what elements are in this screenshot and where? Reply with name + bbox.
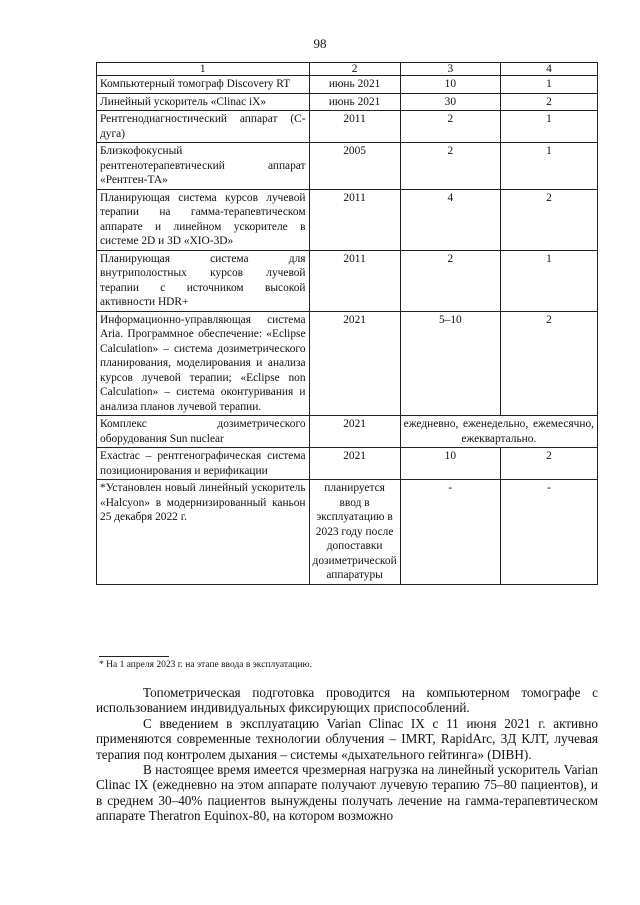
cell-value: 2: [400, 143, 500, 190]
commission-date: планируется ввод в эксплуатацию в 2023 году после допоставки дозиметрической аппаратуры: [309, 480, 400, 585]
body-text: [96, 685, 598, 824]
commission-date: 2011: [309, 250, 400, 311]
equipment-name: Exactrac – рентгенографическая система позиционирования и верификации: [97, 448, 310, 480]
equipment-name: *Установлен новый линейный ускоритель «Halcyon» в модернизированный каньон 25 декабря 2022 г.: [97, 480, 310, 585]
cell-value: 2: [501, 93, 598, 111]
commission-date: июнь 2021: [309, 76, 400, 94]
equipment-table: [96, 62, 598, 585]
cell-value: -: [400, 480, 500, 585]
equipment-name: Компьютерный томограф Discovery RT: [97, 76, 310, 94]
cell-value: 10: [400, 448, 500, 480]
commission-date: 2011: [309, 189, 400, 250]
table-row: [97, 416, 598, 448]
cell-value: 10: [400, 76, 500, 94]
footnote-divider: [99, 656, 169, 657]
paragraph: Топометрическая подготовка проводится на компьютерном томографе с использованием индивидуальных фиксирующих приспособлений.: [96, 685, 598, 716]
column-header: 4: [501, 63, 598, 76]
column-header: 1: [97, 63, 310, 76]
equipment-name: Планирующая система для внутриполостных курсов лучевой терапии с источником высокой активности HDR+: [97, 250, 310, 311]
table-row: [97, 143, 598, 190]
equipment-name: Рентгенодиагностический аппарат (С-дуга): [97, 111, 310, 143]
table-row: [97, 76, 598, 94]
cell-value: 4: [400, 189, 500, 250]
paragraph: В настоящее время имеется чрезмерная нагрузка на линейный ускоритель Varian Clinac IX (ежедневно на этом аппарате получают лучевую терапию 75–80 пациентов), и в среднем 30–40% пациентов вынуждены получать лечение на гамма-терапевтическом аппарате Theratron Equinox-80, на котором возможно: [96, 762, 598, 824]
cell-value: 1: [501, 76, 598, 94]
page-number: 98: [313, 36, 327, 51]
table-row: [97, 448, 598, 480]
commission-date: 2011: [309, 111, 400, 143]
table-row: [97, 311, 598, 416]
cell-value: 2: [501, 189, 598, 250]
cell-value: 2: [400, 250, 500, 311]
equipment-name: Близкофокусный рентгенотерапевтический аппарат «Рентген-ТА»: [97, 143, 310, 190]
cell-value: 2: [501, 311, 598, 416]
cell-value: 1: [501, 111, 598, 143]
footnote: * На 1 апреля 2023 г. на этапе ввода в эксплуатацию.: [99, 660, 312, 670]
column-header: 2: [309, 63, 400, 76]
equipment-name: Планирующая система курсов лучевой терапии на гамма-терапевтическом аппарате и линейном ускорителе в системе 2D и 3D «XIO-3D»: [97, 189, 310, 250]
table-row: [97, 189, 598, 250]
commission-date: 2021: [309, 416, 400, 448]
cell-value: 1: [501, 250, 598, 311]
cell-value: 2: [501, 448, 598, 480]
paragraph: С введением в эксплуатацию Varian Clinac IX с 11 июня 2021 г. активно применяются современные технологии облучения – IMRT, RapidArc, 3Д КЛТ, лучевая терапия под контролем дыхания – системы «дыхательного гейтинга» (DIBH).: [96, 715, 598, 762]
commission-date: 2021: [309, 448, 400, 480]
column-header: 3: [400, 63, 500, 76]
commission-date: 2005: [309, 143, 400, 190]
cell-value: 1: [501, 143, 598, 190]
table-row: [97, 111, 598, 143]
equipment-name: Комплекс дозиметрического оборудования Sun nuclear: [97, 416, 310, 448]
table-row: [97, 93, 598, 111]
table-header-row: [97, 63, 598, 76]
table-row: [97, 480, 598, 585]
cell-value: 5–10: [400, 311, 500, 416]
cell-value: -: [501, 480, 598, 585]
commission-date: июнь 2021: [309, 93, 400, 111]
equipment-name: Информационно-управляющая система Aria. Программное обеспечение: «Eclipse Calculation» – система дозиметрического планирования, моделирования и анализа курсов лучевой терапии; «Eclipse non Calculation» – система оконтуривания и анализа планов лучевой терапии.: [97, 311, 310, 416]
cell-value: 2: [400, 111, 500, 143]
commission-date: 2021: [309, 311, 400, 416]
table-row: [97, 250, 598, 311]
cell-value: 30: [400, 93, 500, 111]
equipment-name: Линейный ускоритель «Clinac iX»: [97, 93, 310, 111]
cell-value-merged: ежедневно, еженедельно, ежемесячно, ежеквартально.: [400, 416, 597, 448]
